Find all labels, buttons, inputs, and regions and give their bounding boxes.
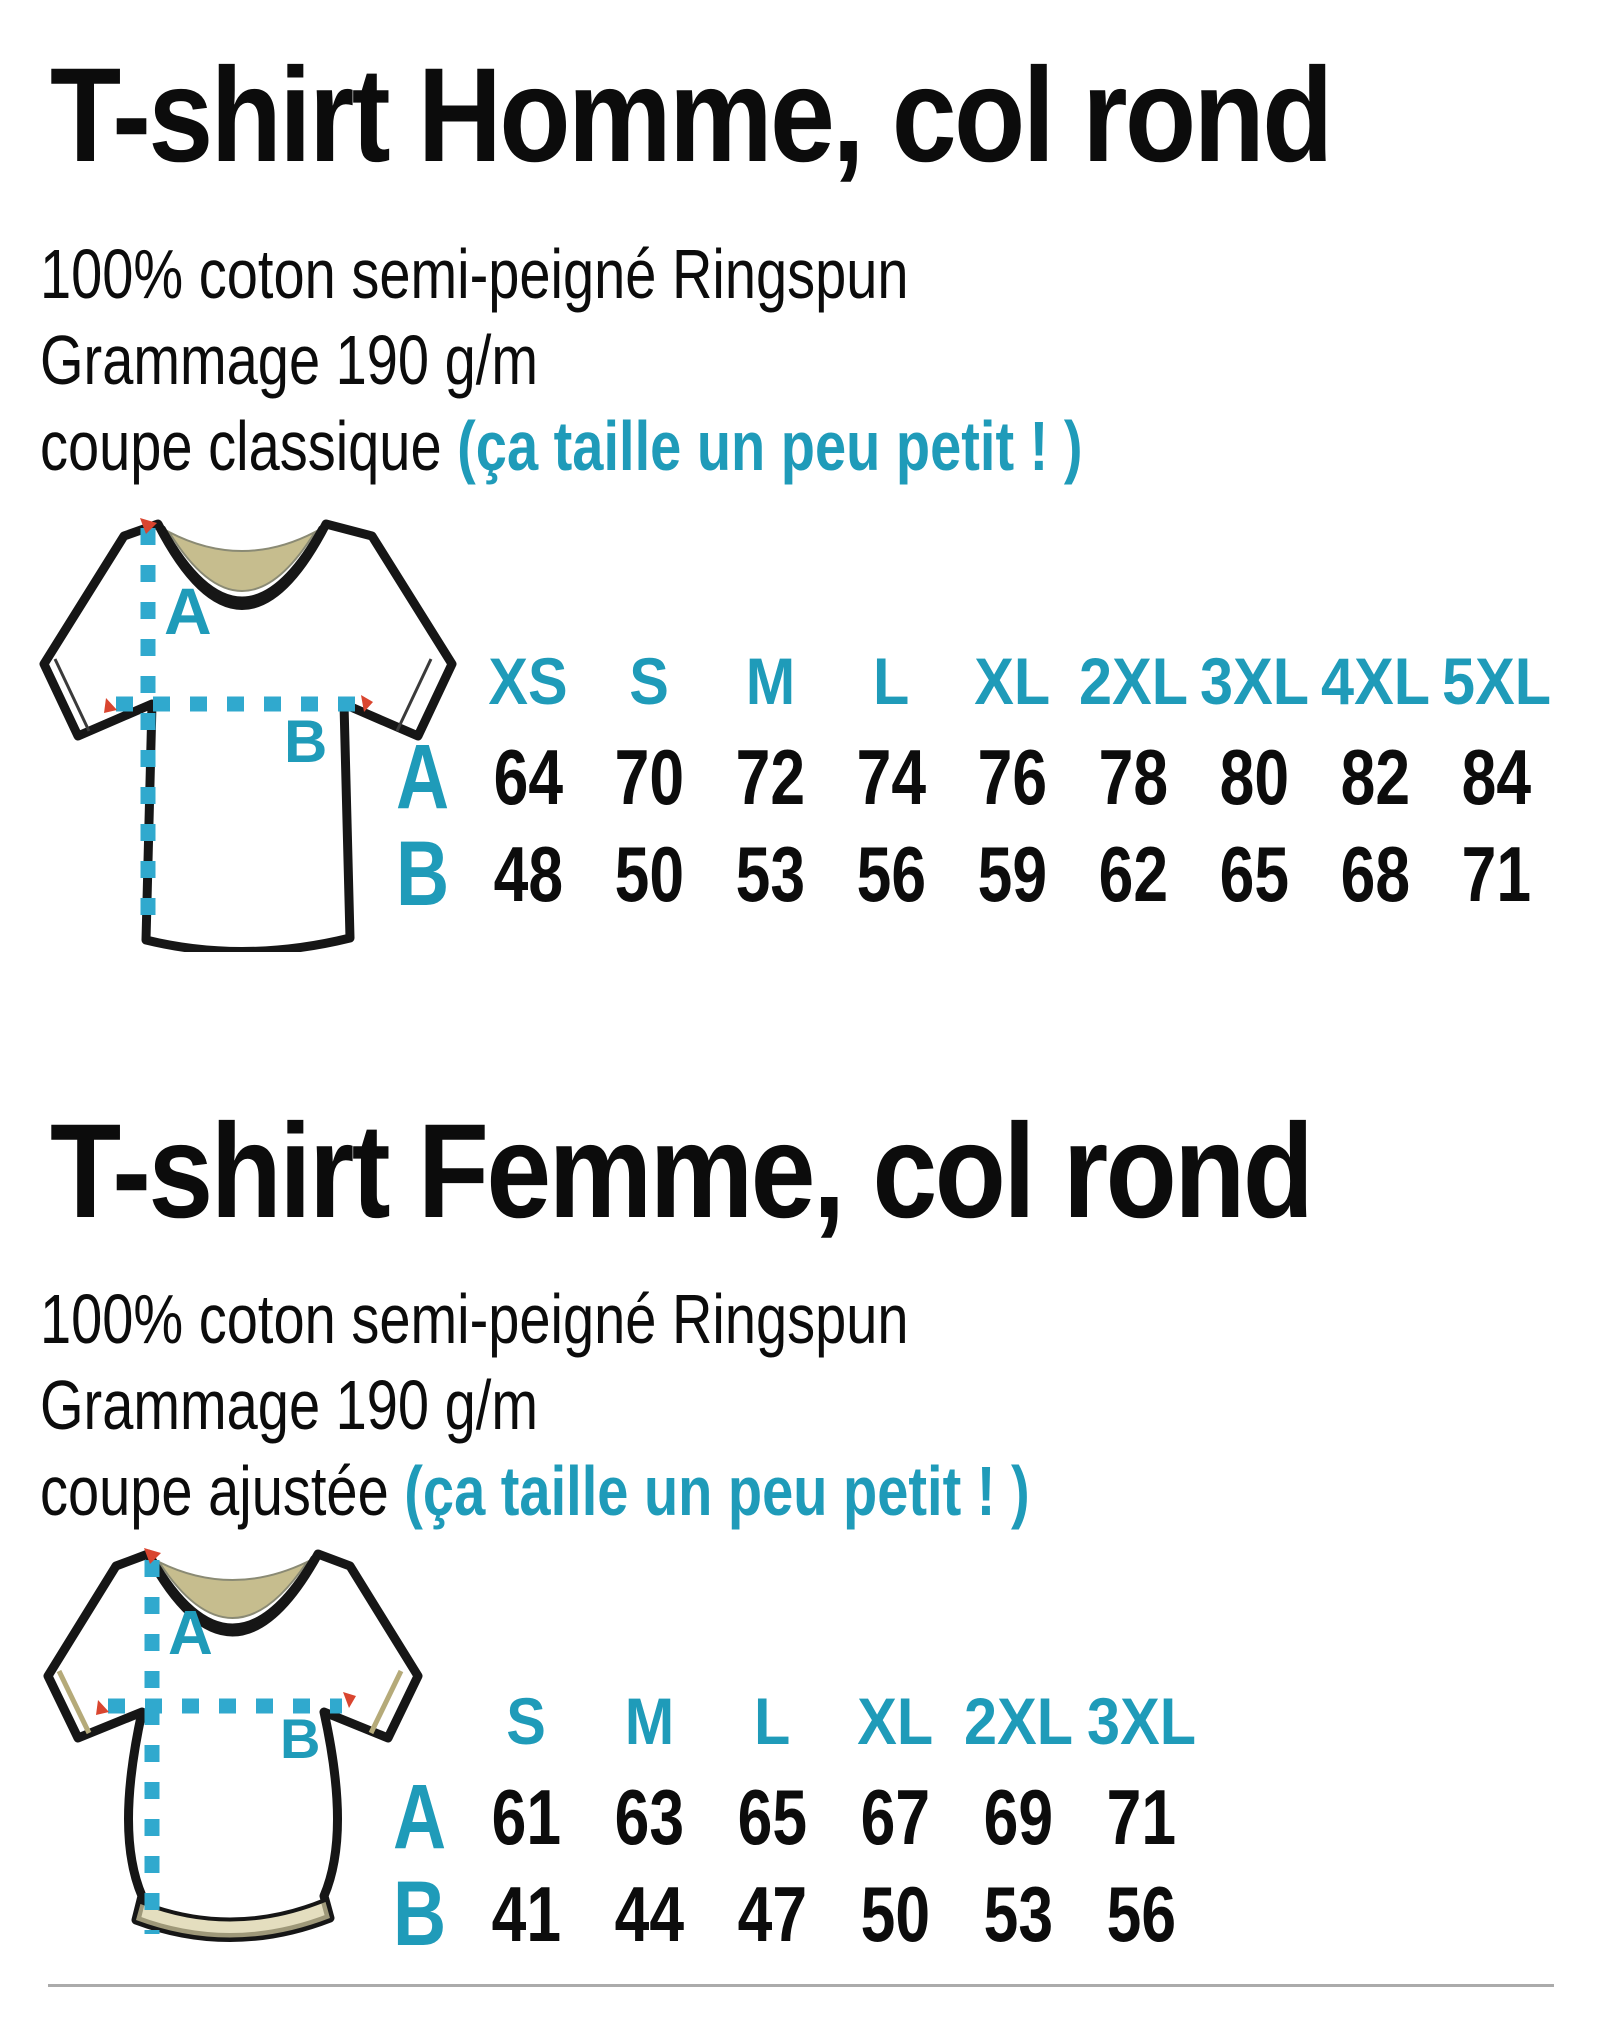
size-value: 70 <box>614 733 685 821</box>
femme-fit-note: (ça taille un peu petit ! ) <box>404 1452 1030 1530</box>
row-label-a: A <box>396 726 450 828</box>
size-header: 2XL <box>964 1683 1073 1758</box>
femme-desc-line-1: 100% coton semi-peigné Ringspun <box>40 1280 909 1358</box>
femme-shirt-diagram <box>30 1542 430 1962</box>
size-header: L <box>873 643 910 718</box>
size-header: XS <box>488 643 569 718</box>
size-value: 50 <box>614 830 685 918</box>
homme-fit-note: (ça taille un peu petit ! ) <box>457 407 1083 485</box>
size-value: 64 <box>493 733 564 821</box>
size-value: 71 <box>1106 1773 1177 1861</box>
bottom-divider <box>48 1984 1554 1987</box>
size-value: 62 <box>1098 830 1169 918</box>
homme-title: T-shirt Homme, col rond <box>50 41 1331 190</box>
femme-diagram-label-a: A <box>168 1599 213 1668</box>
size-chart-femme <box>385 1672 1203 1963</box>
size-value: 53 <box>735 830 806 918</box>
row-label-b: B <box>393 1863 447 1965</box>
size-value: 71 <box>1461 830 1532 918</box>
homme-diagram-label-b: B <box>284 708 328 775</box>
size-value: 53 <box>983 1870 1054 1958</box>
row-label-a: A <box>393 1766 447 1868</box>
size-value: 50 <box>860 1870 931 1958</box>
size-value: 78 <box>1098 733 1169 821</box>
size-value: 67 <box>860 1773 931 1861</box>
size-value: 56 <box>1106 1870 1177 1958</box>
size-header: 5XL <box>1442 643 1551 718</box>
size-value: 80 <box>1219 733 1290 821</box>
size-header: S <box>506 1683 547 1758</box>
size-chart-homme <box>388 632 1557 923</box>
size-value: 74 <box>856 733 927 821</box>
size-value: 84 <box>1461 733 1532 821</box>
size-value: 48 <box>493 830 564 918</box>
size-value: 59 <box>977 830 1048 918</box>
size-value: 63 <box>614 1773 685 1861</box>
femme-fit-line <box>40 1448 1277 1534</box>
femme-description <box>40 1276 1277 1534</box>
size-header: 4XL <box>1321 643 1430 718</box>
size-value: 41 <box>491 1870 562 1958</box>
femme-fit-label: coupe ajustée <box>40 1452 389 1530</box>
femme-title: T-shirt Femme, col rond <box>50 1097 1312 1246</box>
size-header: M <box>745 643 796 718</box>
homme-desc-line-1: 100% coton semi-peigné Ringspun <box>40 235 909 313</box>
size-header: 3XL <box>1200 643 1309 718</box>
homme-diagram-label-a: A <box>164 574 212 648</box>
homme-desc-line-2: Grammage 190 g/m <box>40 321 538 399</box>
size-value: 47 <box>737 1870 808 1958</box>
size-value: 56 <box>856 830 927 918</box>
size-value: 82 <box>1340 733 1411 821</box>
size-header: 3XL <box>1087 1683 1196 1758</box>
homme-fit-line <box>40 403 1343 489</box>
size-value: 65 <box>1219 830 1290 918</box>
size-value: 65 <box>737 1773 808 1861</box>
size-header: S <box>629 643 670 718</box>
homme-fit-label: coupe classique <box>40 407 442 485</box>
femme-desc-line-2: Grammage 190 g/m <box>40 1366 538 1444</box>
size-value: 61 <box>491 1773 562 1861</box>
size-value: 44 <box>614 1870 685 1958</box>
size-header: XL <box>857 1683 934 1758</box>
size-value: 76 <box>977 733 1048 821</box>
size-header: M <box>624 1683 675 1758</box>
size-value: 72 <box>735 733 806 821</box>
size-header: 2XL <box>1079 643 1188 718</box>
size-header: L <box>754 1683 791 1758</box>
size-header: XL <box>974 643 1051 718</box>
row-label-b: B <box>396 823 450 925</box>
femme-diagram-label-b: B <box>280 1707 321 1770</box>
size-value: 68 <box>1340 830 1411 918</box>
homme-description <box>40 231 1343 489</box>
size-value: 69 <box>983 1773 1054 1861</box>
